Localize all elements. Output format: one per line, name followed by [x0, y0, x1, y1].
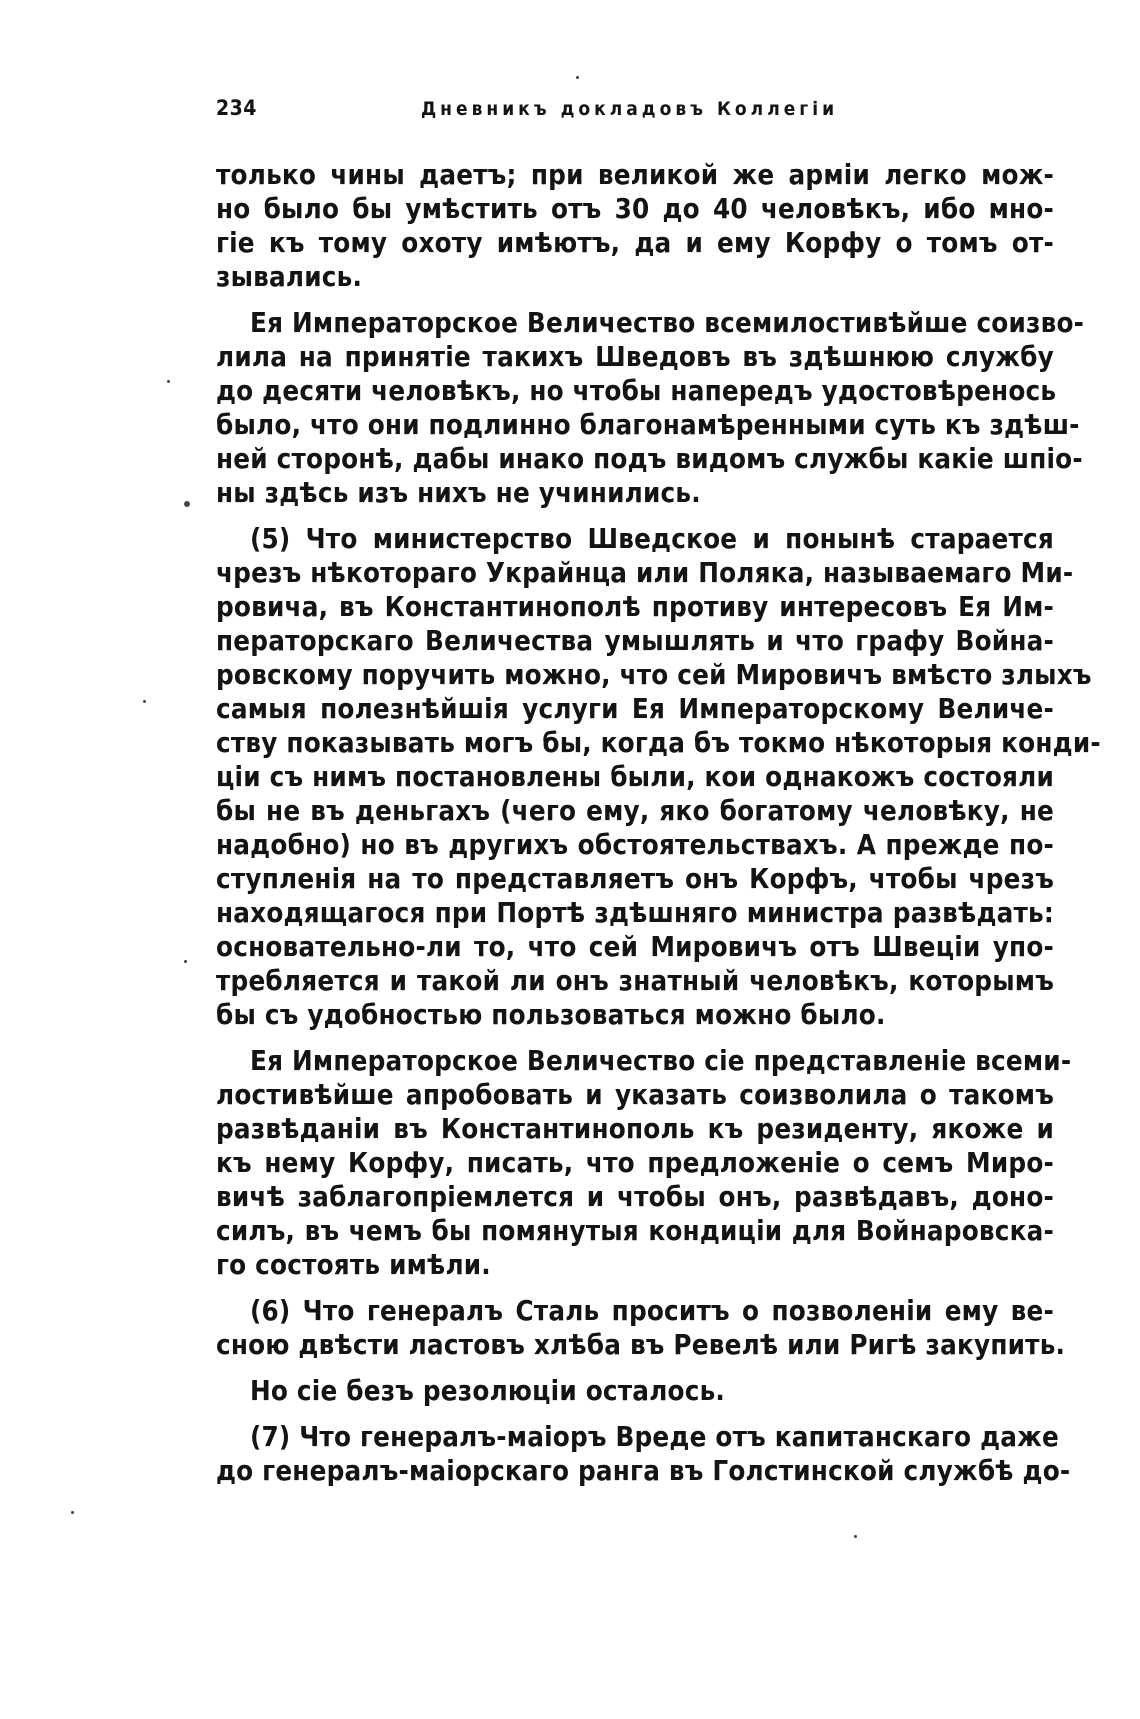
- paragraph: [216, 522, 1101, 1032]
- text-line: надобно) но въ другихъ обстоятельствахъ. А прежде по-: [216, 829, 1054, 861]
- text-line: Ея Императорское Величество всемилостивѣйше соизво-: [250, 307, 1085, 339]
- text-line: но было бы умѣстить отъ 30 до 40 человѣкъ, ибо мно-: [216, 193, 1054, 225]
- text-line: бы съ удобностью пользоваться можно было.: [216, 999, 886, 1031]
- text-line: вичѣ заблагопріемлется и чтобы онъ, развѣдавъ, доно-: [216, 1181, 1054, 1213]
- text-line: (5) Что министерство Шведское и понынѣ старается: [250, 523, 1054, 555]
- paragraph: [216, 1294, 1066, 1362]
- text-line: до генералъ-маіорскаго ранга въ Голстинской службѣ до-: [216, 1455, 1071, 1487]
- scan-speck: [184, 960, 187, 963]
- text-line: зывались.: [216, 261, 363, 293]
- text-line: сною двѣсти ластовъ хлѣба въ Ревелѣ или Ригѣ закупить.: [216, 1329, 1066, 1361]
- text-line: лила на принятіе такихъ Шведовъ въ здѣшнюю службу: [216, 341, 1054, 373]
- text-line: ровскому поручить можно, что сей Мировичъ вмѣсто злыхъ: [216, 659, 1092, 691]
- text-line: лостивѣйше апробовать и указать соизволила о такомъ: [216, 1079, 1054, 1111]
- paragraph: [216, 158, 1054, 294]
- text-line: ровича, въ Константинополѣ противу интересовъ Ея Им-: [216, 591, 1054, 623]
- running-head: [216, 96, 1054, 136]
- scan-speck: [71, 1511, 74, 1514]
- text-line: находящагося при Портѣ здѣшняго министра развѣдать:: [216, 897, 1054, 929]
- text-line: къ нему Корфу, писать, что предложеніе о семъ Миро-: [216, 1147, 1054, 1179]
- text-line: ступленія на то представляетъ онъ Корфъ, чтобы чрезъ: [216, 863, 1054, 895]
- paragraph: [216, 306, 1085, 510]
- text-line: ны здѣсь изъ нихъ не учинились.: [216, 477, 701, 509]
- paragraph: [216, 1374, 1054, 1408]
- text-line: ней сторонѣ, дабы инако подъ видомъ службы какіе шпіо-: [216, 443, 1083, 475]
- text-line: Но сіе безъ резолюціи осталось.: [250, 1375, 726, 1407]
- paragraph: [216, 1044, 1072, 1282]
- text-line: (7) Что генералъ-маіоръ Вреде отъ капитанскаго даже: [250, 1421, 1059, 1453]
- scan-speck: [576, 76, 579, 79]
- scan-speck: [167, 380, 170, 383]
- text-line: было, что они подлинно благонамѣренными суть къ здѣш-: [216, 409, 1080, 441]
- text-line: чрезъ нѣкотораго Украйнца или Поляка, называемаго Ми-: [216, 557, 1074, 589]
- text-line: развѣданіи въ Константинополь къ резиденту, якоже и: [216, 1113, 1054, 1145]
- scan-speck: [143, 700, 146, 703]
- paragraph: [216, 1420, 1071, 1488]
- text-line: основательно-ли то, что сей Мировичъ отъ Швеціи упо-: [216, 931, 1054, 963]
- text-line: до десяти человѣкъ, но чтобы напередъ удостовѣренось: [216, 375, 1057, 407]
- text-line: требляется и такой ли онъ знатный человѣкъ, которымъ: [216, 965, 1054, 997]
- text-line: ператорскаго Величества умышлять и что графу Война-: [216, 625, 1054, 657]
- scan-speck: [854, 1535, 857, 1538]
- scan-speck: [184, 501, 190, 507]
- body-text: [216, 158, 1101, 1488]
- text-line: ству показывать могъ бы, когда бъ токмо нѣкоторыя конди-: [216, 727, 1101, 759]
- text-line: (6) Что генералъ Сталь проситъ о позволеніи ему ве-: [250, 1295, 1054, 1327]
- text-line: ціи съ нимъ постановлены были, кои однакожъ состояли: [216, 761, 1054, 793]
- text-line: бы не въ деньгахъ (чего ему, яко богатому человѣку, не: [216, 795, 1054, 827]
- page-number: 234: [216, 96, 257, 120]
- text-line: самыя полезнѣйшія услуги Ея Императорскому Величе-: [216, 693, 1054, 725]
- text-line: Ея Императорское Величество сіе представленіе всеми-: [250, 1045, 1072, 1077]
- text-line: го состоять имѣли.: [216, 1249, 491, 1281]
- text-line: силъ, въ чемъ бы помянутыя кондиціи для Войнаровска-: [216, 1215, 1054, 1247]
- running-title: Дневникъ докладовъ Коллегіи: [420, 98, 839, 120]
- text-line: гіе къ тому охоту имѣютъ, да и ему Корфу о томъ от-: [216, 227, 1054, 259]
- text-line: только чины даетъ; при великой же арміи легко мож-: [216, 159, 1054, 191]
